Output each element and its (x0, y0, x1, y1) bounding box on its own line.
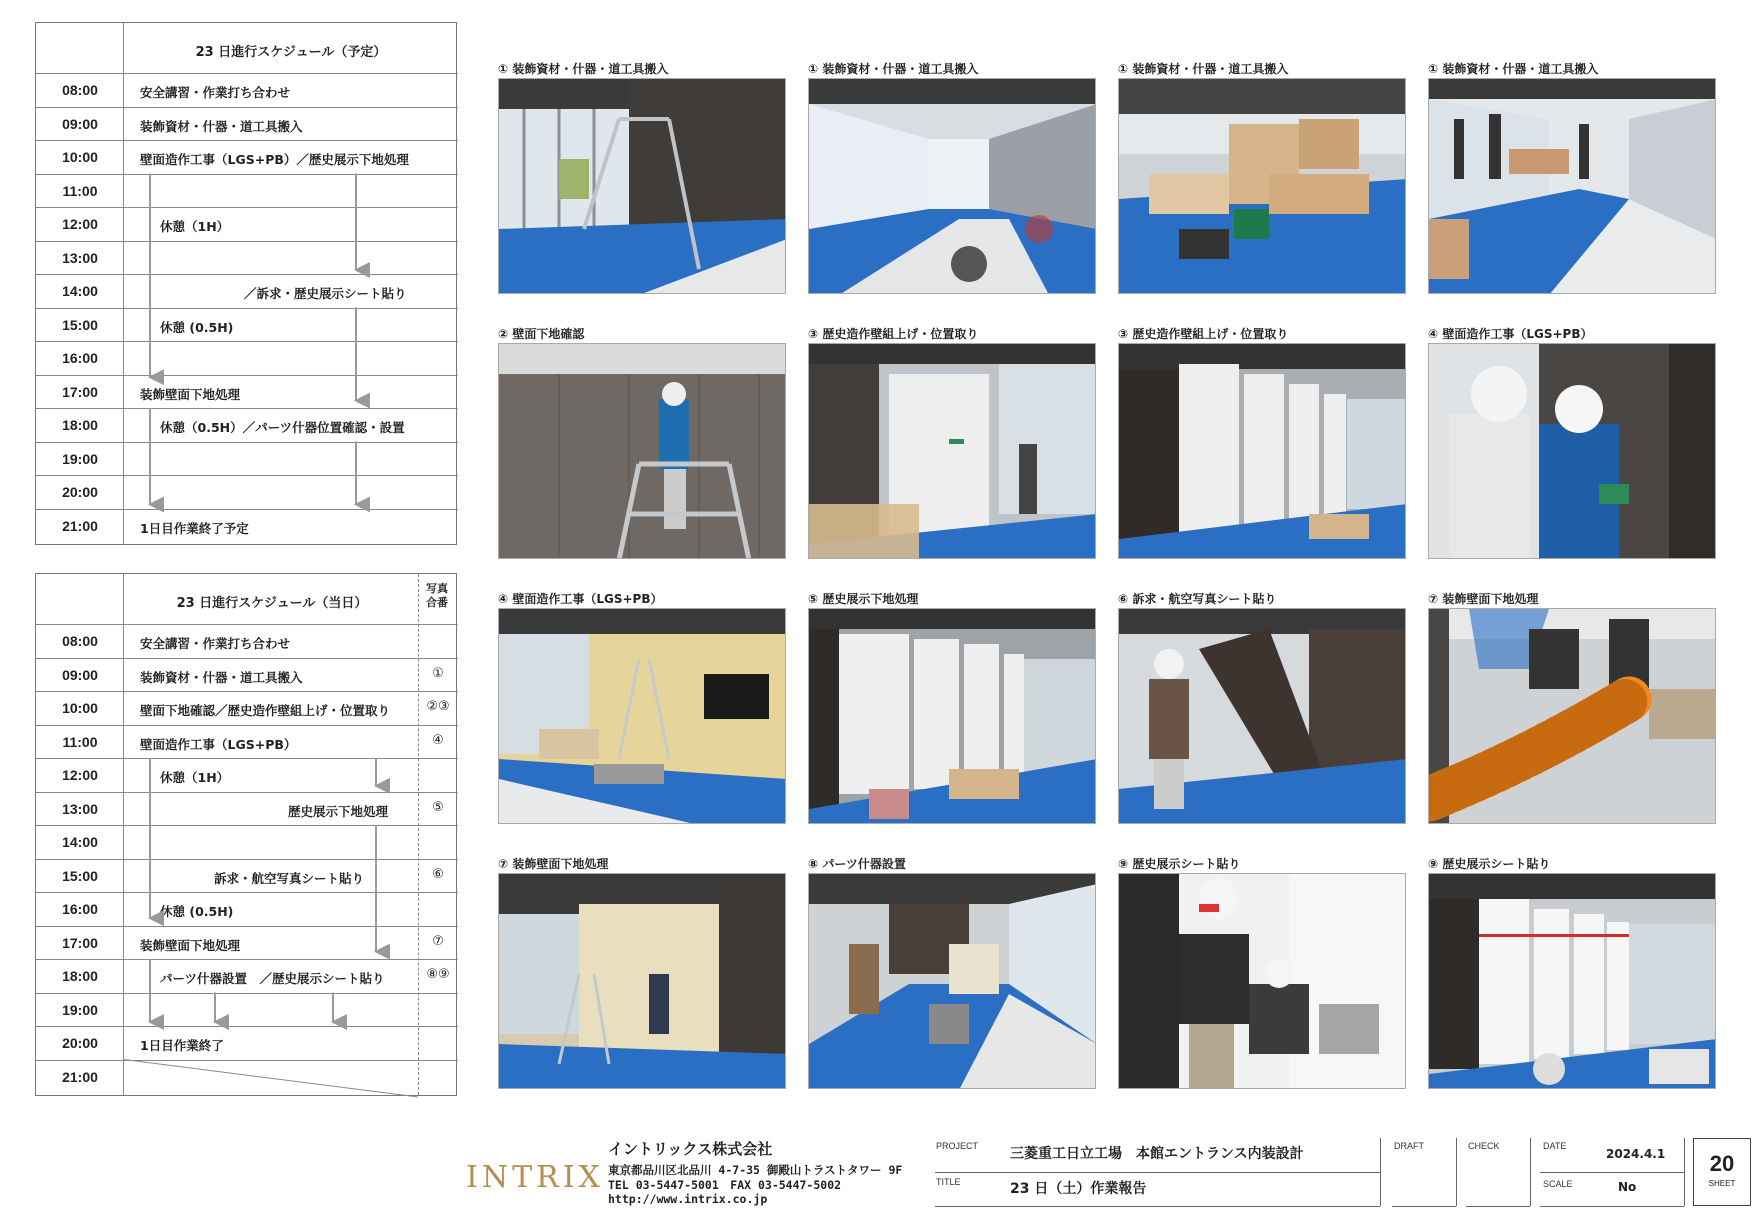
schedule-task-cell: 休憩（1H） (160, 219, 230, 234)
title-block-divider (935, 1172, 1380, 1173)
photo-caption: ⑥ 訴求・航空写真シート貼り (1118, 592, 1277, 606)
title-block-divider (935, 1206, 1380, 1207)
schedule-actual-ref-header: 写真合番 (426, 582, 448, 609)
photo-caption: ⑧ パーツ什器設置 (808, 857, 906, 871)
schedule-time-cell: 13:00 (62, 800, 98, 817)
schedule-task-cell: 壁面造作工事（LGS+PB） (140, 736, 297, 752)
schedule-task-cell: 壁面造作工事（LGS+PB）／歴史展示下地処理 (140, 152, 409, 167)
schedule-task-cell: 安全講習・作業打ち合わせ (140, 636, 291, 651)
schedule-time-cell: 19:00 (62, 1001, 98, 1018)
schedule-time-cell: 13:00 (62, 249, 98, 266)
title-block-divider (1392, 1206, 1456, 1207)
site-photo (1428, 78, 1716, 294)
draft-label: DRAFT (1394, 1141, 1424, 1151)
sheet-number-box (1693, 1138, 1751, 1206)
schedule-time-cell: 17:00 (62, 934, 98, 951)
schedule-task-cell: 1日目作業終了予定 (140, 520, 249, 536)
schedule-photo-ref: ⑤ (432, 799, 444, 815)
schedule-time-cell: 10:00 (62, 700, 98, 716)
schedule-photo-ref: ④ (432, 732, 444, 748)
company-tel-fax: TEL 03-5447-5001 FAX 03-5447-5002 (608, 1178, 842, 1192)
project-name: 三菱重工日立工場 本館エントランス内装設計 (1010, 1146, 1304, 1162)
schedule-time-cell: 16:00 (62, 350, 98, 366)
company-url[interactable]: http://www.intrix.co.jp (608, 1192, 768, 1206)
schedule-empty-diagonal (124, 1060, 418, 1098)
schedule-task-cell: ／訴求・歴史展示シート貼り (244, 286, 407, 301)
schedule-time-cell: 11:00 (62, 182, 98, 199)
site-photo (1428, 343, 1716, 559)
schedule-time-cell: 18:00 (62, 417, 98, 433)
site-photo (1428, 608, 1716, 824)
schedule-time-cell: 20:00 (62, 1035, 98, 1051)
scale-value: No (1618, 1180, 1637, 1194)
schedule-time-cell: 21:00 (62, 1068, 98, 1085)
date-value: 2024.4.1 (1606, 1147, 1666, 1161)
schedule-task-cell: 装飾資材・什器・道工具搬入 (140, 118, 303, 134)
photo-caption: ① 装飾資材・什器・道工具搬入 (808, 62, 979, 76)
site-photo (1428, 873, 1716, 1089)
photo-caption: ① 装飾資材・什器・道工具搬入 (1118, 62, 1289, 76)
title-block-divider (1684, 1138, 1685, 1206)
schedule-time-cell: 08:00 (62, 82, 98, 98)
schedule-time-cell: 16:00 (62, 901, 98, 917)
schedule-time-cell: 19:00 (62, 450, 98, 467)
photo-caption: ⑤ 歴史展示下地処理 (808, 592, 919, 606)
schedule-time-cell: 11:00 (62, 733, 98, 750)
schedule-plan-table (35, 22, 457, 545)
schedule-plan-title: 23 日進行スケジュール（予定） (195, 45, 387, 60)
schedule-task-cell: 装飾壁面下地処理 (140, 937, 241, 953)
schedule-task-cell: 装飾資材・什器・道工具搬入 (140, 669, 303, 685)
schedule-time-cell: 14:00 (62, 834, 98, 850)
sheet-title: 23 日（土）作業報告 (1010, 1181, 1147, 1197)
site-photo (498, 343, 786, 559)
schedule-photo-ref: ⑥ (432, 866, 444, 882)
schedule-photo-ref: ②③ (426, 699, 450, 714)
site-photo (808, 873, 1096, 1089)
schedule-photo-ref: ⑧⑨ (426, 967, 450, 982)
schedule-time-cell: 15:00 (62, 316, 98, 333)
site-photo (498, 873, 786, 1089)
photo-caption: ⑦ 装飾壁面下地処理 (1428, 592, 1539, 606)
schedule-time-cell: 18:00 (62, 968, 98, 984)
schedule-actual-title: 23 日進行スケジュール（当日） (176, 596, 368, 611)
sheet-label: SHEET (1708, 1179, 1736, 1188)
schedule-photo-ref: ① (432, 665, 444, 681)
site-photo (498, 608, 786, 824)
photo-caption: ② 壁面下地確認 (498, 327, 585, 341)
photo-caption: ④ 壁面造作工事（LGS+PB） (1428, 327, 1593, 341)
photo-caption: ④ 壁面造作工事（LGS+PB） (498, 592, 663, 606)
title-block-divider (1540, 1172, 1684, 1173)
title-label: TITLE (936, 1177, 961, 1187)
title-block-divider (1380, 1138, 1381, 1206)
site-photo (1118, 78, 1406, 294)
site-photo (1118, 343, 1406, 559)
company-name: イントリックス株式会社 (608, 1140, 773, 1158)
schedule-task-cell: 歴史展示下地処理 (288, 803, 389, 819)
check-label: CHECK (1468, 1141, 1500, 1151)
schedule-time-cell: 08:00 (62, 633, 98, 649)
scale-label: SCALE (1543, 1179, 1573, 1189)
site-photo (1118, 608, 1406, 824)
schedule-time-cell: 17:00 (62, 383, 98, 400)
schedule-actual-table (35, 573, 457, 1096)
title-block-divider (1466, 1206, 1530, 1207)
photo-caption: ③ 歴史造作壁組上げ・位置取り (1118, 327, 1289, 341)
schedule-time-cell: 20:00 (62, 484, 98, 500)
schedule-time-cell: 09:00 (62, 115, 98, 132)
site-photo (1118, 873, 1406, 1089)
schedule-task-cell: 訴求・航空写真シート貼り (214, 870, 365, 886)
schedule-task-cell: 壁面下地確認／歴史造作壁組上げ・位置取り (140, 703, 391, 718)
schedule-flow-arrows (36, 23, 458, 546)
schedule-task-cell: 休憩 (0.5H) (160, 904, 234, 919)
schedule-task-cell: 休憩（1H） (160, 770, 230, 785)
schedule-task-cell: 休憩（0.5H）／パーツ什器位置確認・設置 (160, 420, 405, 435)
intrix-logo: INTRIX (466, 1160, 604, 1195)
photo-caption: ① 装飾資材・什器・道工具搬入 (498, 62, 669, 76)
schedule-task-cell: 休憩 (0.5H) (160, 319, 234, 335)
company-address: 東京都品川区北品川 4-7-35 御殿山トラストタワー 9F (608, 1163, 903, 1177)
title-block-divider (1530, 1138, 1531, 1206)
schedule-flow-arrows (36, 574, 458, 1097)
site-photo (808, 608, 1096, 824)
sheet-number: 20 (1709, 1151, 1735, 1176)
site-photo (808, 78, 1096, 294)
schedule-time-cell: 14:00 (62, 283, 98, 299)
title-block-divider (1456, 1138, 1457, 1206)
project-label: PROJECT (936, 1141, 979, 1151)
title-block-divider (1540, 1206, 1684, 1207)
schedule-task-cell: 1日目作業終了 (140, 1038, 224, 1053)
site-photo (808, 343, 1096, 559)
photo-caption: ⑦ 装飾壁面下地処理 (498, 857, 609, 871)
schedule-task-cell: パーツ什器設置 ／歴史展示シート貼り (160, 971, 385, 986)
schedule-time-cell: 12:00 (62, 216, 98, 232)
schedule-time-cell: 21:00 (62, 517, 98, 534)
schedule-time-cell: 15:00 (62, 867, 98, 884)
date-label: DATE (1543, 1141, 1567, 1151)
photo-caption: ⑨ 歴史展示シート貼り (1118, 857, 1241, 871)
schedule-time-cell: 12:00 (62, 767, 98, 783)
schedule-time-cell: 09:00 (62, 666, 98, 683)
schedule-task-cell: 装飾壁面下地処理 (140, 386, 241, 402)
photo-caption: ⑨ 歴史展示シート貼り (1428, 857, 1551, 871)
site-photo (498, 78, 786, 294)
schedule-photo-ref: ⑦ (432, 933, 444, 949)
schedule-time-cell: 10:00 (62, 149, 98, 165)
photo-caption: ① 装飾資材・什器・道工具搬入 (1428, 62, 1599, 76)
schedule-task-cell: 安全講習・作業打ち合わせ (140, 85, 291, 100)
photo-caption: ③ 歴史造作壁組上げ・位置取り (808, 327, 979, 341)
